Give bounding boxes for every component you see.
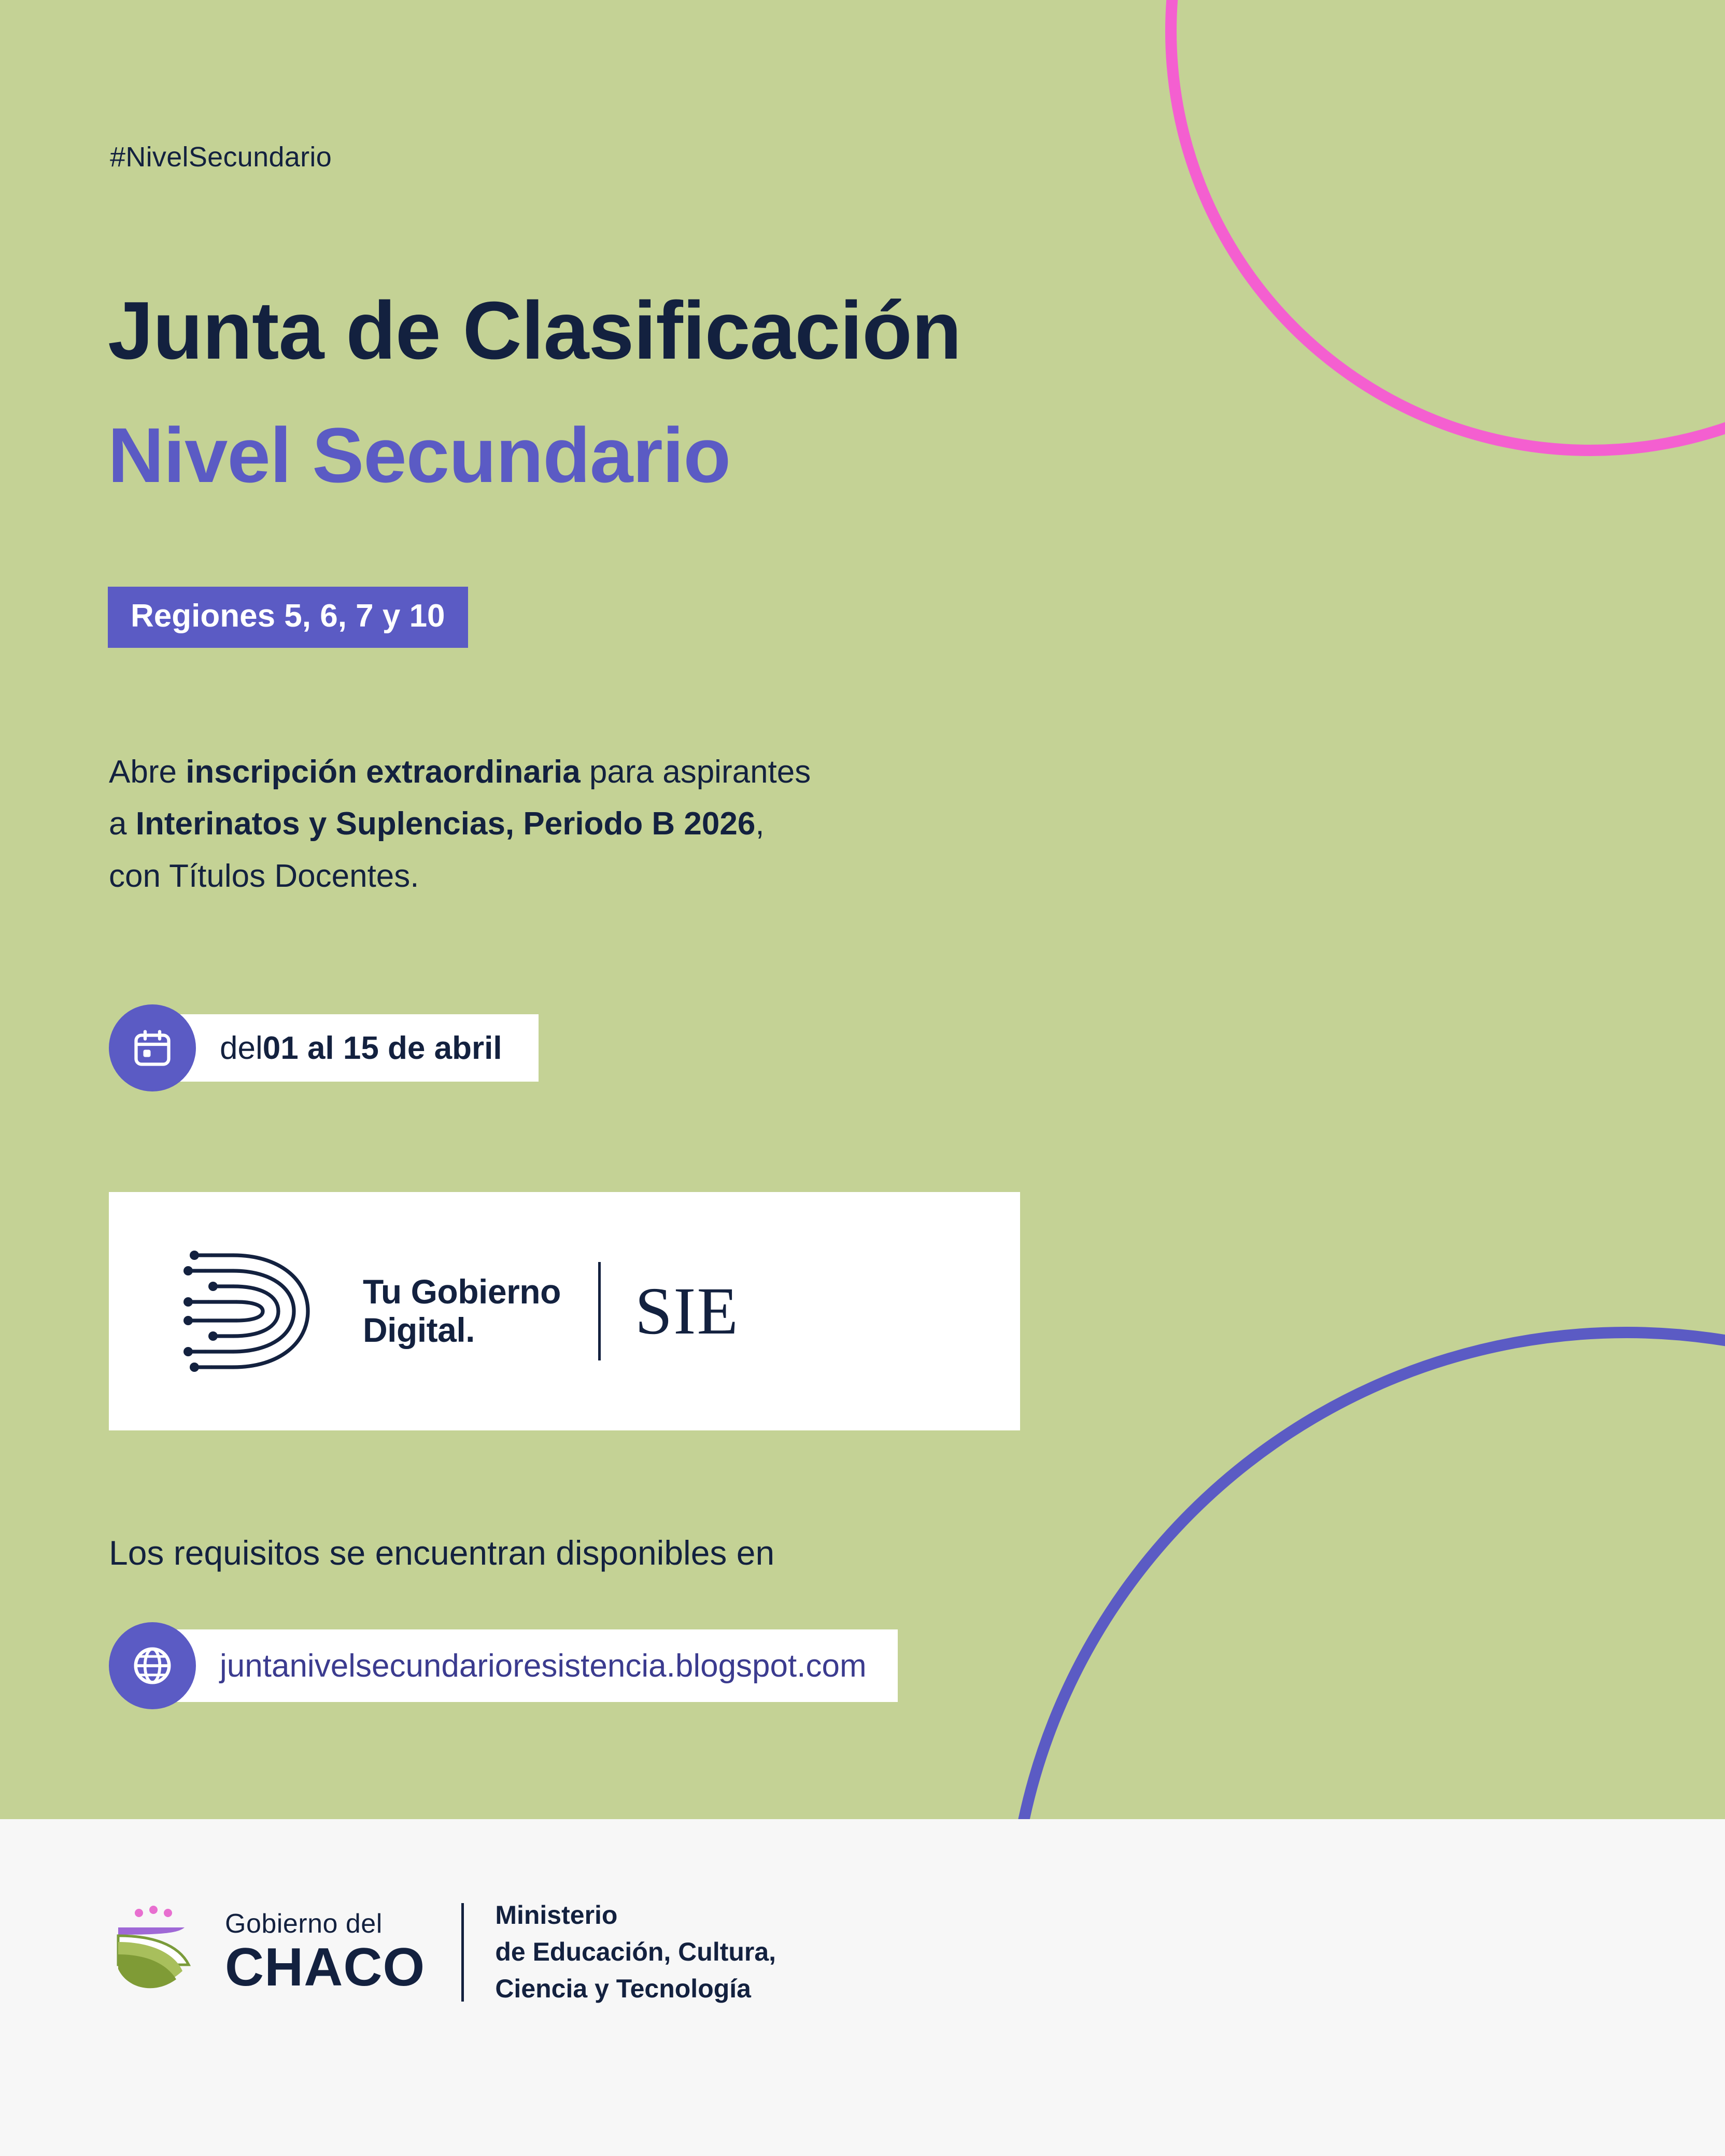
date-range: 01 al 15 de abril: [262, 1030, 502, 1066]
body-paragraph: [109, 746, 811, 902]
sie-wordmark-line1: Tu Gobierno: [363, 1272, 561, 1311]
body-line-2-c: ,: [755, 806, 765, 842]
regions-badge: Regiones 5, 6, 7 y 10: [108, 587, 468, 648]
footer: [0, 1819, 1725, 2156]
gobierno-label: Gobierno del: [225, 1908, 383, 1939]
chaco-label: CHACO: [225, 1937, 426, 1997]
sie-wordmark-line2: Digital.: [363, 1311, 475, 1349]
body-line-1-a: Abre: [109, 754, 186, 790]
page-title-line2: Nivel Secundario: [108, 412, 731, 499]
body-line-2-strong: Interinatos y Suplencias, Periodo B 2026: [135, 806, 756, 842]
body-line-1-c: para aspirantes: [580, 754, 811, 790]
digital-circuit-icon: [171, 1233, 342, 1389]
url-row[interactable]: [109, 1622, 898, 1709]
ministry-line1: Ministerio: [495, 1900, 618, 1930]
globe-icon: [109, 1622, 196, 1709]
hashtag-label: #NivelSecundario: [110, 141, 332, 173]
ministry-line3: Ciencia y Tecnología: [495, 1974, 751, 2003]
body-line-1-strong: inscripción extraordinaria: [186, 754, 581, 790]
body-line-2: [109, 798, 811, 850]
sie-logo-card: [109, 1192, 1020, 1430]
calendar-icon: [109, 1004, 196, 1091]
requirements-text: Los requisitos se encuentran disponibles en: [109, 1534, 775, 1572]
body-line-3: con Títulos Docentes.: [109, 858, 419, 894]
sie-wordmark: [363, 1273, 561, 1350]
footer-divider: [461, 1903, 464, 2002]
date-chip: [152, 1014, 539, 1082]
footer-branding: [104, 1897, 776, 2007]
ministry-block: [495, 1897, 776, 2007]
body-line-2-a: a: [109, 806, 136, 842]
date-row: [109, 1004, 539, 1091]
website-url[interactable]: juntanivelsecundarioresistencia.blogspot.com: [152, 1629, 898, 1702]
sie-divider: [598, 1262, 601, 1360]
decorative-pink-arc: [1165, 0, 1725, 456]
sie-acronym: SIE: [634, 1274, 739, 1349]
body-line-1: [109, 746, 811, 798]
decorative-purple-arc: [1005, 1327, 1725, 1819]
date-prefix: del: [220, 1030, 263, 1066]
chaco-wordmark: [225, 1908, 426, 1997]
page-title-line1: Junta de Clasificación: [108, 285, 962, 376]
chaco-leaf-icon: [104, 1900, 207, 2004]
ministry-line2: de Educación, Cultura,: [495, 1937, 776, 1966]
